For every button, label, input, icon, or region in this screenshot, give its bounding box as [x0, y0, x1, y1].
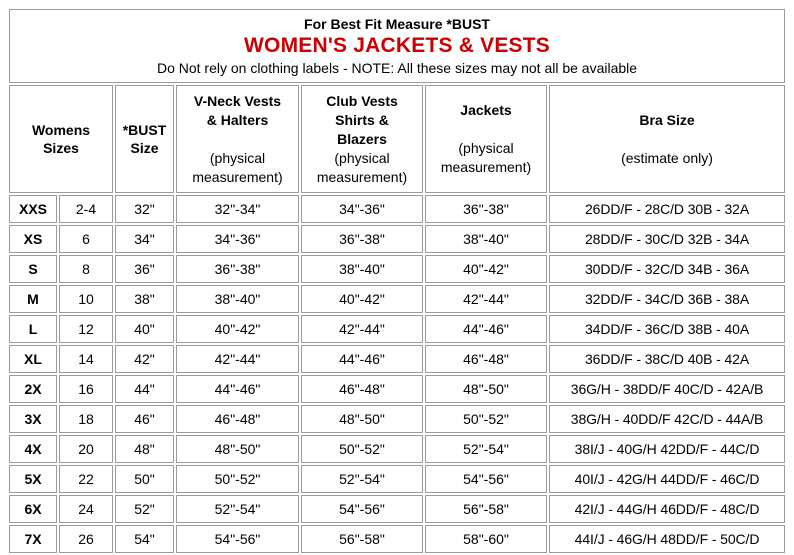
- header-bust-line2: Size: [130, 140, 159, 156]
- bust-size-cell: 36": [115, 255, 174, 283]
- numeric-size-cell: 24: [59, 495, 113, 523]
- numeric-size-cell: 22: [59, 465, 113, 493]
- bra-size-cell: 30DD/F - 32C/D 34B - 36A: [549, 255, 785, 283]
- jacket-measure-cell: 36"-38": [425, 195, 547, 223]
- bust-size-cell: 42": [115, 345, 174, 373]
- numeric-size-cell: 14: [59, 345, 113, 373]
- header-womens-sizes: [9, 85, 113, 193]
- bust-size-cell: 38": [115, 285, 174, 313]
- vneck-measure-cell: 48"-50": [176, 435, 299, 463]
- header-vneck-sub2: measurement): [192, 168, 283, 185]
- bra-size-cell: 38G/H - 40DD/F 42C/D - 44A/B: [549, 405, 785, 433]
- numeric-size-cell: 20: [59, 435, 113, 463]
- table-row: [9, 255, 785, 283]
- table-row: [9, 525, 785, 553]
- size-label-cell: 2X: [9, 375, 57, 403]
- header-bust-size: [115, 85, 174, 193]
- vneck-measure-cell: 36"-38": [176, 255, 299, 283]
- bra-size-cell: 40I/J - 42G/H 44DD/F - 46C/D: [549, 465, 785, 493]
- header-jackets-sub1: (physical: [458, 140, 514, 156]
- table-row: [9, 285, 785, 313]
- club-measure-cell: 44"-46": [301, 345, 423, 373]
- bust-size-cell: 34": [115, 225, 174, 253]
- bra-size-cell: 44I/J - 46G/H 48DD/F - 50C/D: [549, 525, 785, 553]
- size-label-cell: 4X: [9, 435, 57, 463]
- bust-size-cell: 44": [115, 375, 174, 403]
- size-label-cell: M: [9, 285, 57, 313]
- bust-size-cell: 40": [115, 315, 174, 343]
- bra-size-cell: 28DD/F - 30C/D 32B - 34A: [549, 225, 785, 253]
- vneck-measure-cell: 50"-52": [176, 465, 299, 493]
- jacket-measure-cell: 56"-58": [425, 495, 547, 523]
- header-bra-sub: (estimate only): [621, 149, 713, 166]
- numeric-size-cell: 6: [59, 225, 113, 253]
- header-jackets-title: Jackets: [460, 102, 512, 118]
- header-jackets: [425, 85, 547, 193]
- vneck-measure-cell: 54"-56": [176, 525, 299, 553]
- jacket-measure-cell: 46"-48": [425, 345, 547, 373]
- size-label-cell: XL: [9, 345, 57, 373]
- vneck-measure-cell: 40"-42": [176, 315, 299, 343]
- header-vneck: [176, 85, 299, 193]
- numeric-size-cell: 12: [59, 315, 113, 343]
- header-womens-line1: Womens: [31, 122, 91, 138]
- bust-size-cell: 46": [115, 405, 174, 433]
- table-row: [9, 195, 785, 223]
- numeric-size-cell: 2-4: [59, 195, 113, 223]
- numeric-size-cell: 8: [59, 255, 113, 283]
- size-rows: [9, 195, 785, 553]
- header-bust-line1: *BUST: [122, 122, 167, 138]
- header-club-sub1: (physical: [334, 149, 390, 166]
- header-club: [301, 85, 423, 193]
- table-row: [9, 345, 785, 373]
- club-measure-cell: 46"-48": [301, 375, 423, 403]
- size-label-cell: XS: [9, 225, 57, 253]
- table-row: [9, 495, 785, 523]
- jacket-measure-cell: 54"-56": [425, 465, 547, 493]
- club-measure-cell: 34"-36": [301, 195, 423, 223]
- header-club-sub2: measurement): [316, 168, 408, 185]
- size-label-cell: L: [9, 315, 57, 343]
- vneck-measure-cell: 34"-36": [176, 225, 299, 253]
- table-row: [9, 375, 785, 403]
- header-row: [9, 85, 785, 193]
- numeric-size-cell: 16: [59, 375, 113, 403]
- table-row: [9, 465, 785, 493]
- bra-size-cell: 36G/H - 38DD/F 40C/D - 42A/B: [549, 375, 785, 403]
- bust-size-cell: 50": [115, 465, 174, 493]
- club-measure-cell: 56"-58": [301, 525, 423, 553]
- bust-size-cell: 52": [115, 495, 174, 523]
- size-chart-container: [7, 7, 787, 555]
- jacket-measure-cell: 58"-60": [425, 525, 547, 553]
- size-label-cell: 6X: [9, 495, 57, 523]
- jacket-measure-cell: 50"-52": [425, 405, 547, 433]
- title-banner: [9, 9, 785, 83]
- header-club-title3: Blazers: [337, 130, 387, 147]
- club-measure-cell: 38"-40": [301, 255, 423, 283]
- club-measure-cell: 48"-50": [301, 405, 423, 433]
- club-measure-cell: 52"-54": [301, 465, 423, 493]
- jacket-measure-cell: 42"-44": [425, 285, 547, 313]
- club-measure-cell: 54"-56": [301, 495, 423, 523]
- jacket-measure-cell: 52"-54": [425, 435, 547, 463]
- bra-size-cell: 32DD/F - 34C/D 36B - 38A: [549, 285, 785, 313]
- chart-title: WOMEN'S JACKETS & VESTS: [244, 34, 550, 57]
- jacket-measure-cell: 40"-42": [425, 255, 547, 283]
- header-bra-title: Bra Size: [639, 111, 695, 128]
- table-row: [9, 315, 785, 343]
- numeric-size-cell: 26: [59, 525, 113, 553]
- bra-size-cell: 26DD/F - 28C/D 30B - 32A: [549, 195, 785, 223]
- header-club-title2: Shirts &: [335, 111, 389, 128]
- header-jackets-sub2: measurement): [440, 159, 532, 175]
- numeric-size-cell: 18: [59, 405, 113, 433]
- jacket-measure-cell: 44"-46": [425, 315, 547, 343]
- bust-size-cell: 54": [115, 525, 174, 553]
- banner-instruction: For Best Fit Measure *BUST: [304, 16, 490, 32]
- size-label-cell: 5X: [9, 465, 57, 493]
- size-label-cell: XXS: [9, 195, 57, 223]
- vneck-measure-cell: 42"-44": [176, 345, 299, 373]
- bra-size-cell: 34DD/F - 36C/D 38B - 40A: [549, 315, 785, 343]
- banner-note: Do Not rely on clothing labels - NOTE: All these sizes may not all be available: [156, 60, 638, 76]
- size-chart-table: [7, 7, 787, 555]
- header-bra: [549, 85, 785, 193]
- bra-size-cell: 36DD/F - 38C/D 40B - 42A: [549, 345, 785, 373]
- jacket-measure-cell: 38"-40": [425, 225, 547, 253]
- bra-size-cell: 38I/J - 40G/H 42DD/F - 44C/D: [549, 435, 785, 463]
- bust-size-cell: 48": [115, 435, 174, 463]
- header-vneck-title2: & Halters: [206, 111, 269, 128]
- header-vneck-sub1: (physical: [209, 149, 266, 166]
- header-vneck-title1: V-Neck Vests: [193, 92, 282, 109]
- club-measure-cell: 50"-52": [301, 435, 423, 463]
- numeric-size-cell: 10: [59, 285, 113, 313]
- vneck-measure-cell: 32"-34": [176, 195, 299, 223]
- jacket-measure-cell: 48"-50": [425, 375, 547, 403]
- table-row: [9, 435, 785, 463]
- vneck-measure-cell: 52"-54": [176, 495, 299, 523]
- size-label-cell: S: [9, 255, 57, 283]
- club-measure-cell: 36"-38": [301, 225, 423, 253]
- header-womens-line2: Sizes: [43, 140, 79, 156]
- club-measure-cell: 40"-42": [301, 285, 423, 313]
- vneck-measure-cell: 38"-40": [176, 285, 299, 313]
- table-row: [9, 405, 785, 433]
- bra-size-cell: 42I/J - 44G/H 46DD/F - 48C/D: [549, 495, 785, 523]
- header-club-title1: Club Vests: [326, 92, 398, 109]
- vneck-measure-cell: 46"-48": [176, 405, 299, 433]
- table-row: [9, 225, 785, 253]
- vneck-measure-cell: 44"-46": [176, 375, 299, 403]
- size-label-cell: 3X: [9, 405, 57, 433]
- club-measure-cell: 42"-44": [301, 315, 423, 343]
- size-label-cell: 7X: [9, 525, 57, 553]
- bust-size-cell: 32": [115, 195, 174, 223]
